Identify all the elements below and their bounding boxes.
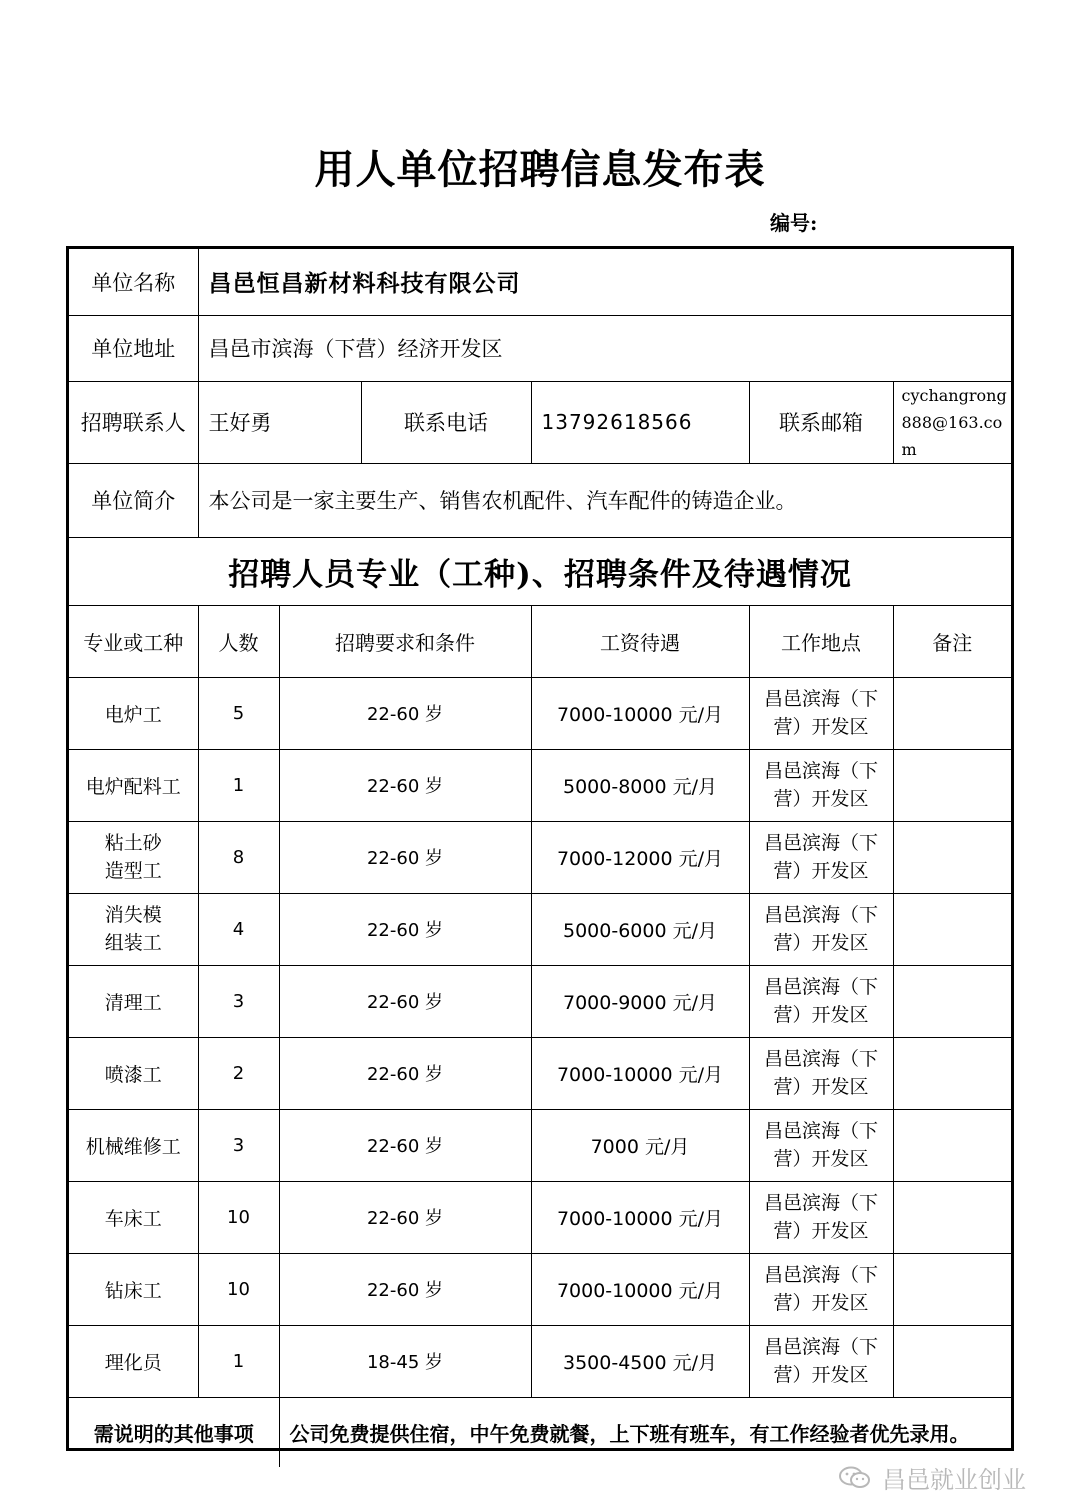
job-count: 3 xyxy=(198,1109,279,1181)
job-wage: 5000-8000 元/月 xyxy=(531,749,749,821)
job-note xyxy=(893,965,1011,1037)
watermark xyxy=(838,1460,1026,1495)
job-count: 4 xyxy=(198,893,279,965)
job-location: 昌邑滨海（下营）开发区 xyxy=(749,965,893,1037)
job-requirement: 22-60 岁 xyxy=(279,965,531,1037)
job-count: 10 xyxy=(198,1181,279,1253)
job-row xyxy=(69,677,1011,749)
phone-value: 13792618566 xyxy=(531,381,749,463)
job-count: 10 xyxy=(198,1253,279,1325)
job-count: 5 xyxy=(198,677,279,749)
job-title: 钻床工 xyxy=(69,1253,198,1325)
job-requirement: 22-60 岁 xyxy=(279,677,531,749)
header-wage: 工资待遇 xyxy=(531,605,749,677)
job-title: 电炉工 xyxy=(69,677,198,749)
job-location: 昌邑滨海（下营）开发区 xyxy=(749,1181,893,1253)
job-wage: 3500-4500 元/月 xyxy=(531,1325,749,1397)
contact-value: 王好勇 xyxy=(198,381,361,463)
other-notes-row xyxy=(69,1397,1011,1467)
job-location: 昌邑滨海（下营）开发区 xyxy=(749,1325,893,1397)
header-count: 人数 xyxy=(198,605,279,677)
job-location: 昌邑滨海（下营）开发区 xyxy=(749,821,893,893)
section-title: 招聘人员专业（工种)、招聘条件及待遇情况 xyxy=(69,537,1011,605)
job-requirement: 22-60 岁 xyxy=(279,1181,531,1253)
job-row xyxy=(69,1109,1011,1181)
job-wage: 7000-10000 元/月 xyxy=(531,1253,749,1325)
company-address-value: 昌邑市滨海（下营）经济开发区 xyxy=(198,315,1011,381)
other-notes-value: 公司免费提供住宿，中午免费就餐，上下班有班车，有工作经验者优先录用。 xyxy=(279,1397,1011,1467)
job-row xyxy=(69,749,1011,821)
job-note xyxy=(893,1181,1011,1253)
job-requirement: 18-45 岁 xyxy=(279,1325,531,1397)
job-wage: 7000-10000 元/月 xyxy=(531,1037,749,1109)
job-requirement: 22-60 岁 xyxy=(279,749,531,821)
company-intro-row xyxy=(69,463,1011,537)
job-row xyxy=(69,1037,1011,1109)
section-title-row xyxy=(69,537,1011,605)
contact-label: 招聘联系人 xyxy=(69,381,198,463)
job-note xyxy=(893,1037,1011,1109)
job-location: 昌邑滨海（下营）开发区 xyxy=(749,1109,893,1181)
job-row xyxy=(69,1325,1011,1397)
job-wage: 7000-12000 元/月 xyxy=(531,821,749,893)
contact-row xyxy=(69,381,1011,463)
header-requirement: 招聘要求和条件 xyxy=(279,605,531,677)
job-wage: 7000-9000 元/月 xyxy=(531,965,749,1037)
job-count: 1 xyxy=(198,749,279,821)
job-title: 喷漆工 xyxy=(69,1037,198,1109)
job-title-cell xyxy=(69,893,198,965)
job-row xyxy=(69,893,1011,965)
company-intro-label: 单位简介 xyxy=(69,463,198,537)
job-note xyxy=(893,677,1011,749)
header-job: 专业或工种 xyxy=(69,605,198,677)
phone-label: 联系电话 xyxy=(361,381,531,463)
job-note xyxy=(893,893,1011,965)
job-title: 机械维修工 xyxy=(69,1109,198,1181)
company-name-value: 昌邑恒昌新材料科技有限公司 xyxy=(198,249,1011,315)
job-note xyxy=(893,1253,1011,1325)
job-requirement: 22-60 岁 xyxy=(279,1253,531,1325)
job-wage: 7000-10000 元/月 xyxy=(531,677,749,749)
job-note xyxy=(893,1109,1011,1181)
job-count: 8 xyxy=(198,821,279,893)
job-location: 昌邑滨海（下营）开发区 xyxy=(749,1253,893,1325)
company-name-label: 单位名称 xyxy=(69,249,198,315)
job-note xyxy=(893,1325,1011,1397)
company-name-row xyxy=(69,249,1011,315)
job-wage: 7000 元/月 xyxy=(531,1109,749,1181)
job-title-cell xyxy=(69,821,198,893)
job-row xyxy=(69,1253,1011,1325)
watermark-text: 昌邑就业创业 xyxy=(882,1466,1026,1494)
company-address-row xyxy=(69,315,1011,381)
job-row xyxy=(69,1181,1011,1253)
email-label: 联系邮箱 xyxy=(749,381,893,463)
job-row xyxy=(69,821,1011,893)
job-title: 电炉配料工 xyxy=(69,749,198,821)
job-note xyxy=(893,821,1011,893)
job-title: 清理工 xyxy=(69,965,198,1037)
job-title: 车床工 xyxy=(69,1181,198,1253)
table-header-row xyxy=(69,605,1011,677)
recruitment-form xyxy=(66,246,1014,1451)
job-location: 昌邑滨海（下营）开发区 xyxy=(749,1037,893,1109)
other-notes-label: 需说明的其他事项 xyxy=(69,1397,279,1467)
job-location: 昌邑滨海（下营）开发区 xyxy=(749,677,893,749)
job-title: 粘土砂造型工 xyxy=(104,832,162,882)
page-title: 用人单位招聘信息发布表 xyxy=(314,146,766,193)
job-note xyxy=(893,749,1011,821)
job-location: 昌邑滨海（下营）开发区 xyxy=(749,893,893,965)
job-wage: 5000-6000 元/月 xyxy=(531,893,749,965)
job-count: 1 xyxy=(198,1325,279,1397)
company-address-label: 单位地址 xyxy=(69,315,198,381)
serial-number-label: 编号: xyxy=(770,211,818,235)
job-title: 消失模组装工 xyxy=(104,904,162,954)
job-count: 2 xyxy=(198,1037,279,1109)
job-title: 理化员 xyxy=(69,1325,198,1397)
job-requirement: 22-60 岁 xyxy=(279,893,531,965)
job-location: 昌邑滨海（下营）开发区 xyxy=(749,749,893,821)
job-row xyxy=(69,965,1011,1037)
job-wage: 7000-10000 元/月 xyxy=(531,1181,749,1253)
email-value: cychangrong888@163.com xyxy=(893,381,1011,463)
header-location: 工作地点 xyxy=(749,605,893,677)
job-requirement: 22-60 岁 xyxy=(279,821,531,893)
company-intro-value: 本公司是一家主要生产、销售农机配件、汽车配件的铸造企业。 xyxy=(198,463,1011,537)
wechat-icon xyxy=(838,1466,872,1490)
job-count: 3 xyxy=(198,965,279,1037)
job-requirement: 22-60 岁 xyxy=(279,1037,531,1109)
recruitment-table xyxy=(69,249,1011,1467)
header-note: 备注 xyxy=(893,605,1011,677)
job-requirement: 22-60 岁 xyxy=(279,1109,531,1181)
